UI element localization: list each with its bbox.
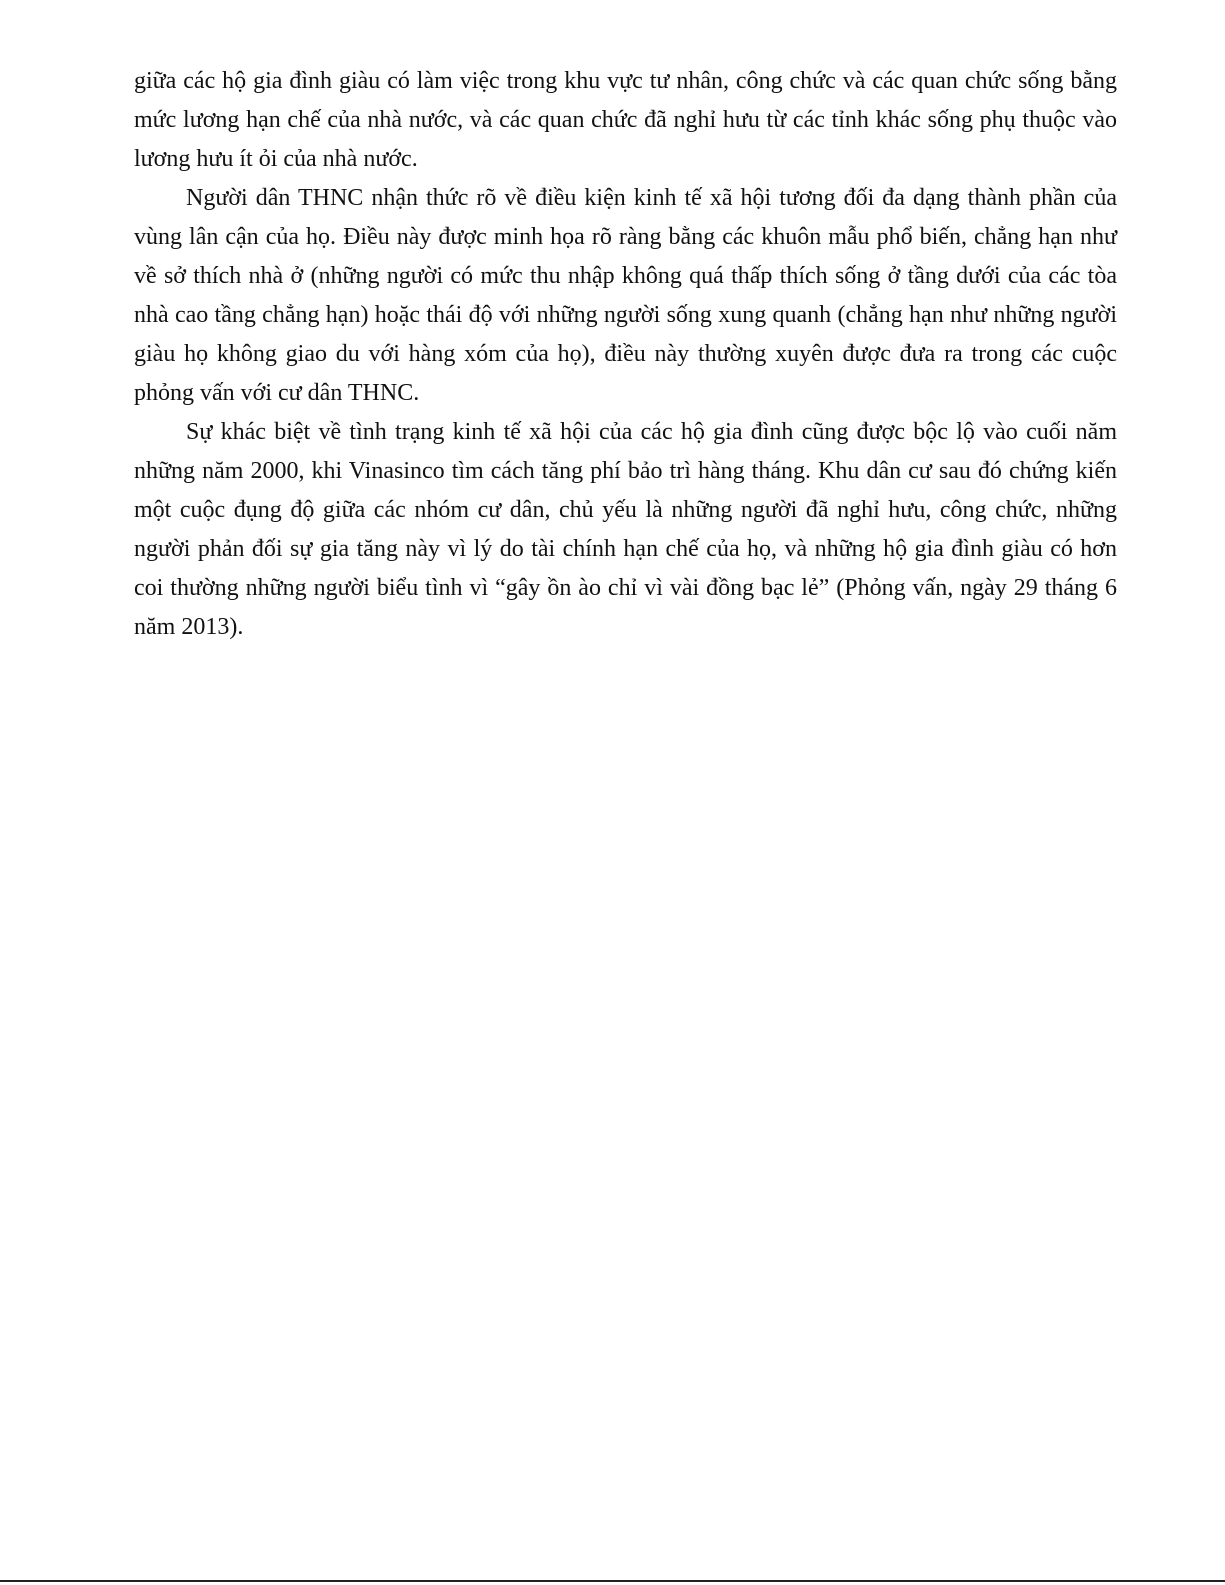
document-body bbox=[134, 62, 1117, 647]
paragraph-continuation: giữa các hộ gia đình giàu có làm việc trong khu vực tư nhân, công chức và các quan chức sống bằng mức lương hạn chế của nhà nước, và các quan chức đã nghỉ hưu từ các tỉnh khác sống phụ thuộc vào lương hưu ít ỏi của nhà nước. bbox=[134, 68, 1117, 172]
paragraph-residents-awareness: Người dân THNC nhận thức rõ về điều kiện kinh tế xã hội tương đối đa dạng thành phần của vùng lân cận của họ. Điều này được minh họa rõ ràng bằng các khuôn mẫu phổ biến, chẳng hạn như về sở thích nhà ở (những người có mức thu nhập không quá thấp thích sống ở tầng dưới của các tòa nhà cao tầng chẳng hạn) hoặc thái độ với những người sống xung quanh (chẳng hạn như những người giàu họ không giao du với hàng xóm của họ), điều này thường xuyên được đưa ra trong các cuộc phỏng vấn với cư dân THNC. bbox=[134, 185, 1117, 406]
page-bottom-rule bbox=[0, 1580, 1225, 1582]
paragraph-socioeconomic-differences: Sự khác biệt về tình trạng kinh tế xã hội của các hộ gia đình cũng được bộc lộ vào cuối năm những năm 2000, khi Vinasinco tìm cách tăng phí bảo trì hàng tháng. Khu dân cư sau đó chứng kiến một cuộc đụng độ giữa các nhóm cư dân, chủ yếu là những người đã nghỉ hưu, công chức, những người phản đối sự gia tăng này vì lý do tài chính hạn chế của họ, và những hộ gia đình giàu có hơn coi thường những người biểu tình vì “gây ồn ào chỉ vì vài đồng bạc lẻ” (Phỏng vấn, ngày 29 tháng 6 năm 2013). bbox=[134, 419, 1117, 640]
